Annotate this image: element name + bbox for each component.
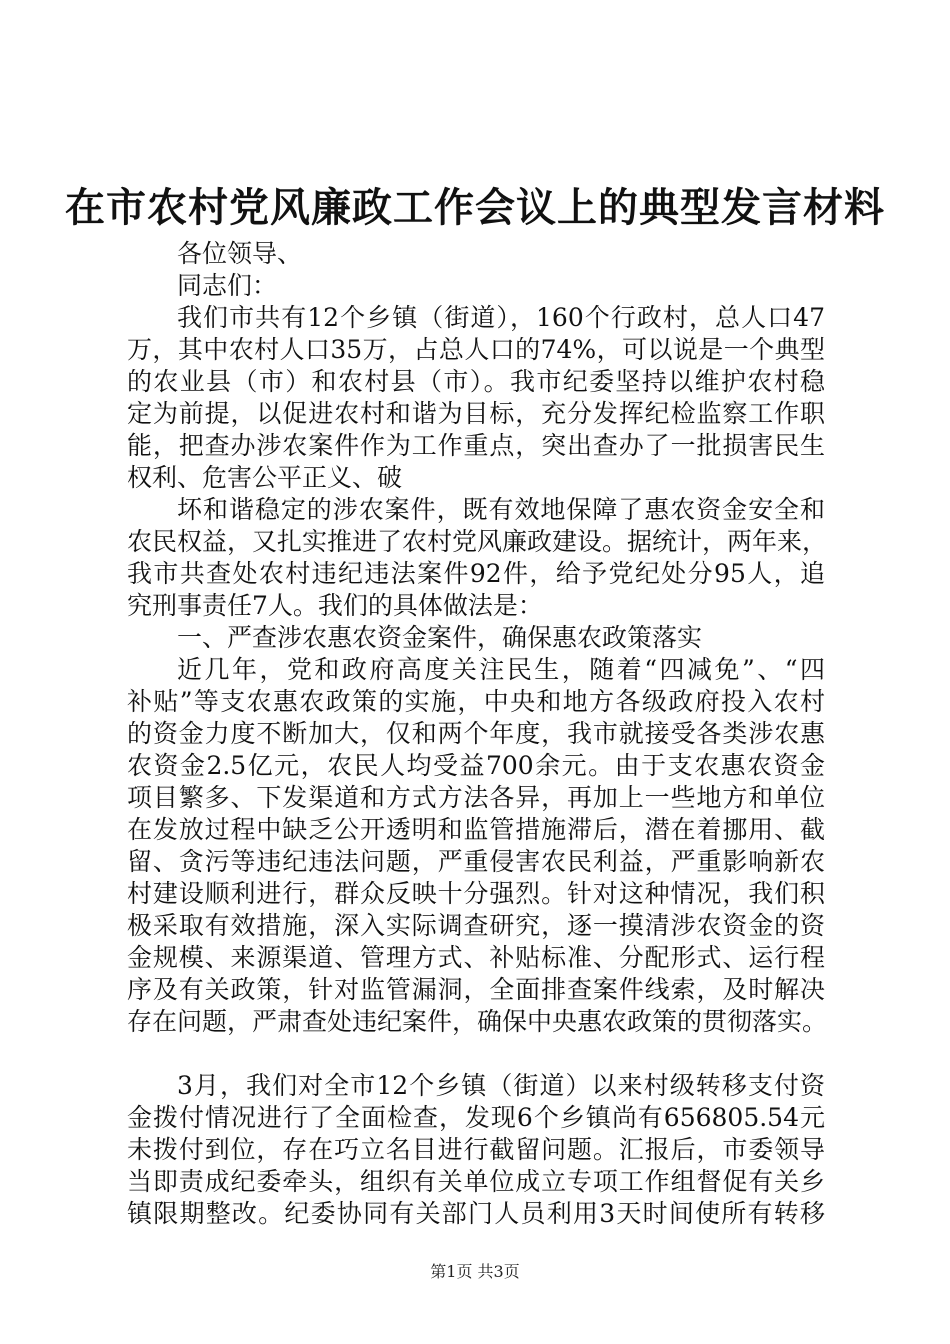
text-line: 同志们：: [177, 271, 278, 300]
text-line: 农资金2.5亿元，农民人均受益700余元。由于支农惠农资金: [127, 751, 825, 780]
text-line: 序及有关政策，针对监管漏洞，全面排查案件线索，及时解决: [127, 975, 825, 1004]
text-line: 3月，我们对全市12个乡镇（街道）以来村级转移支付资: [177, 1071, 825, 1100]
text-line: 我们市共有12个乡镇（街道），160个行政村，总人口47: [177, 303, 825, 332]
paragraph-gap: [127, 1038, 825, 1070]
text-line: 的资金力度不断加大，仅和两个年度，我市就接受各类涉农惠: [127, 719, 825, 748]
text-line: 项目繁多、下发渠道和方式方法各异，再加上一些地方和单位: [127, 783, 825, 812]
text-line: 极采取有效措施，深入实际调查研究，逐一摸清涉农资金的资: [127, 911, 825, 940]
text-line: 镇限期整改。纪委协同有关部门人员利用3天时间使所有转移: [127, 1199, 825, 1228]
text-line: 坏和谐稳定的涉农案件，既有效地保障了惠农资金安全和: [177, 495, 825, 524]
text-line: 金规模、来源渠道、管理方式、补贴标准、分配形式、运行程: [127, 943, 825, 972]
text-line: 一、严查涉农惠农资金案件，确保惠农政策落实: [177, 623, 703, 652]
text-line: 能，把查办涉农案件作为工作重点，突出查办了一批损害民生: [127, 431, 825, 460]
text-line: 近几年，党和政府高度关注民生，随着“四减免”、“四: [177, 655, 825, 684]
text-line: 存在问题，严肃查处违纪案件，确保中央惠农政策的贯彻落实。: [127, 1007, 828, 1036]
text-line: 农民权益，又扎实推进了农村党风廉政建设。据统计，两年来，: [127, 527, 828, 556]
text-line: 留、贪污等违纪违法问题，严重侵害农民利益，严重影响新农: [127, 847, 825, 876]
text-line: 村建设顺利进行，群众反映十分强烈。针对这种情况，我们积: [127, 879, 825, 908]
text-line: 的农业县（市）和农村县（市）。我市纪委坚持以维护农村稳: [127, 367, 825, 396]
text-line: 权利、危害公平正义、破: [127, 463, 403, 492]
text-line: 金拨付情况进行了全面检查，发现6个乡镇尚有656805.54元: [127, 1103, 825, 1132]
text-line: 当即责成纪委牵头，组织有关单位成立专项工作组督促有关乡: [127, 1167, 825, 1196]
document-title: 在市农村党风廉政工作会议上的典型发言材料: [65, 184, 885, 231]
text-line: 我市共查处农村违纪违法案件92件，给予党纪处分95人，追: [127, 559, 825, 588]
text-line: 定为前提，以促进农村和谐为目标，充分发挥纪检监察工作职: [127, 399, 825, 428]
text-line: 万，其中农村人口35万，占总人口的74%，可以说是一个典型: [127, 335, 825, 364]
text-line: 补贴”等支农惠农政策的实施，中央和地方各级政府投入农村: [127, 687, 825, 716]
text-line: 未拨付到位，存在巧立名目进行截留问题。汇报后，市委领导: [127, 1135, 825, 1164]
text-line: 究刑事责任7人。我们的具体做法是：: [127, 591, 543, 620]
page-footer: 第1页 共3页: [430, 1262, 520, 1281]
document-body: [127, 238, 828, 1230]
text-line: 在发放过程中缺乏公开透明和监管措施滞后，潜在着挪用、截: [127, 815, 825, 844]
text-line: 各位领导、: [177, 239, 303, 268]
